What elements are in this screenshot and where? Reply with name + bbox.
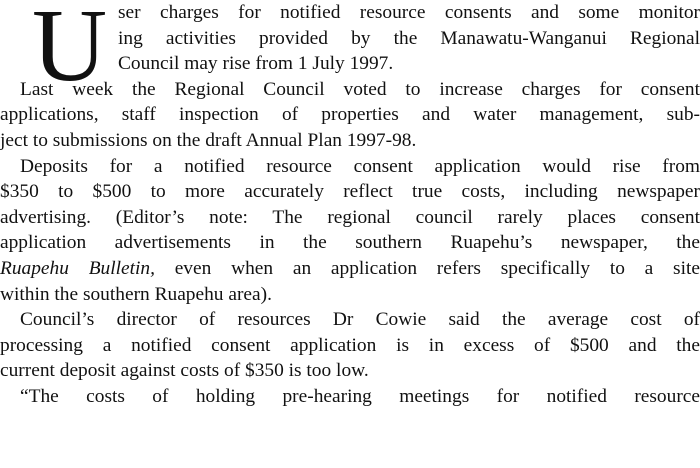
p2-line-1: Last week the Regional Council voted to increase charges for consent xyxy=(20,78,700,100)
p3-line-2: $350 to $500 to more accurately reflect true costs, including newspaper xyxy=(0,181,700,203)
p4-line-1: Council’s director of resources Dr Cowie said the average cost of xyxy=(20,309,700,331)
p3-line-5 xyxy=(0,256,700,282)
p2-line-3: ject to submissions on the draft Annual Plan 1997-98. xyxy=(0,129,417,151)
intro-line-1: ser charges for notified resource consents and some monitor xyxy=(118,2,700,23)
p3-line-5-rest: even when an application refers specifically to a site xyxy=(174,257,700,279)
drop-cap: U xyxy=(32,0,108,103)
p3-line-4: application advertisements in the southern Ruapehu’s newspaper, the xyxy=(0,232,700,254)
p3-line-1: Deposits for a notified resource consent application would rise from xyxy=(20,155,700,177)
p5-line-1: “The costs of holding pre-hearing meetings for notified resource xyxy=(20,385,700,407)
p3-line-6: within the southern Ruapehu area). xyxy=(0,283,272,305)
newspaper-title: Ruapehu Bulletin, xyxy=(0,257,155,279)
p2-line-2: applications, staff inspection of properties and water management, sub- xyxy=(0,104,700,126)
p4-line-2: processing a notified consent application is in excess of $500 and the xyxy=(0,334,700,356)
p4-line-3: current deposit against costs of $350 is too low. xyxy=(0,360,369,382)
intro-line-2: ing activities provided by the Manawatu-Wanganui Regional xyxy=(118,27,700,49)
p3-line-3: advertising. (Editor’s note: The regional council rarely places consent xyxy=(0,206,700,228)
intro-line-3: Council may rise from 1 July 1997. xyxy=(118,53,394,75)
